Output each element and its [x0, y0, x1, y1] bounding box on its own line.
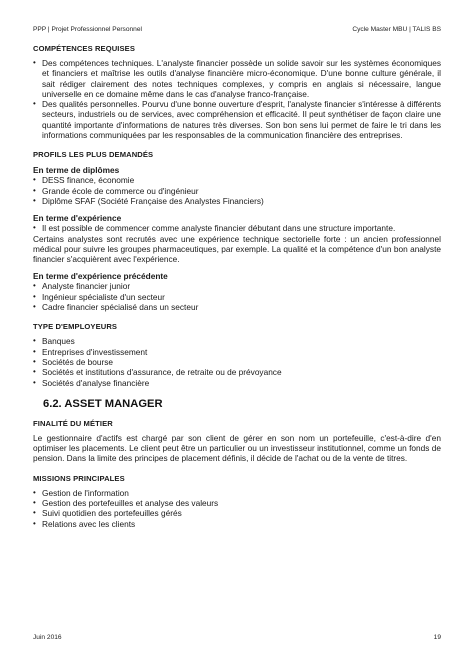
competences-list [33, 58, 441, 140]
finalite-title: FINALITÉ DU MÉTIER [33, 418, 113, 428]
footer-date: Juin 2016 [33, 634, 62, 641]
experience-heading: En terme d'expérience [33, 213, 122, 224]
list-item: • Relations avec les clients [33, 519, 441, 529]
list-item: • Analyste financier junior [33, 281, 441, 291]
employeurs-list [33, 336, 441, 387]
list-item: • Des qualités personnelles. Pourvu d'une bonne ouverture d'esprit, l'analyste financier s'intéresse à différents secteurs, industriels ou de services, avec compréhension et efficacité. Il peut synthétiser de façon claire une quantité importante d'informations de natures très diverses. Son bon sens lui permet de faire le tri dans les informations communiquées par les responsables de la communication financière des entreprises. [33, 99, 441, 140]
page-number: 19 [433, 634, 441, 641]
list-item: • Grande école de commerce ou d'ingénieur [33, 186, 441, 196]
list-item: • Ingénieur spécialiste d'un secteur [33, 292, 441, 302]
diplomes-heading: En terme de diplômes [33, 165, 120, 176]
list-item: • Suivi quotidien des portefeuilles gérés [33, 508, 441, 518]
experience-precedente-heading: En terme d'expérience précédente [33, 271, 168, 282]
experience-list [33, 223, 441, 233]
page-content [33, 44, 441, 529]
employeurs-title: TYPE D'EMPLOYEURS [33, 322, 118, 332]
missions-title: MISSIONS PRINCIPALES [33, 473, 125, 483]
list-item: • Entreprises d'investissement [33, 347, 441, 357]
list-item: • Cadre financier spécialisé dans un secteur [33, 302, 441, 312]
finalite-text: Le gestionnaire d'actifs est chargé par son client de gérer en son nom un portefeuille, c'est-à-dire d'en optimiser les placements. Le client peut être un particulier ou un investisseur institutionnel, comme un fonds de pension. Dans la limite des principes de placement définis, il décide de l'achat ou de la vente de titres. [33, 432, 441, 464]
list-item: • DESS finance, économie [33, 175, 441, 185]
header-left: PPP | Projet Professionnel Personnel [33, 26, 142, 33]
missions-list [33, 488, 441, 529]
list-item: • Diplôme SFAF (Société Française des Analystes Financiers) [33, 196, 441, 206]
list-item: • Gestion des portefeuilles et analyse des valeurs [33, 498, 441, 508]
list-item: • Sociétés d'analyse financière [33, 378, 441, 388]
list-item: • Il est possible de commencer comme analyste financier débutant dans une structure importante. [33, 223, 441, 233]
asset-manager-heading: 6.2. ASSET MANAGER [43, 397, 163, 410]
list-item: • Sociétés de bourse [33, 357, 441, 367]
list-item: • Sociétés et institutions d'assurance, de retraite ou de prévoyance [33, 367, 441, 377]
list-item: • Banques [33, 336, 441, 346]
experience-precedente-list [33, 281, 441, 312]
diplomes-list [33, 175, 441, 206]
competences-title: COMPÉTENCES REQUISES [33, 44, 136, 53]
experience-continuation: Certains analystes sont recrutés avec une expérience technique sectorielle forte : un ancien professionnel médical pour suivre les groupes pharmaceutiques, par exemple. La qualité et la compétence d'un bon analyste financier s'acquièrent avec l'expérience. [33, 233, 441, 265]
list-item: • Des compétences techniques. L'analyste financier possède un solide savoir sur les systèmes économiques et financiers et maîtrise les outils d'analyse financière micro-économique. D'une bonne culture générale, il sait rédiger clairement des notes techniques complexes, y compris en anglais si nécessaire, langue universelle en ce domaine même dans le cas d'analyse franco-française. [33, 58, 441, 99]
list-item: • Gestion de l'information [33, 488, 441, 498]
profils-title: PROFILS LES PLUS DEMANDÉS [33, 150, 154, 160]
header-right: Cycle Master MBU | TALIS BS [352, 26, 441, 33]
